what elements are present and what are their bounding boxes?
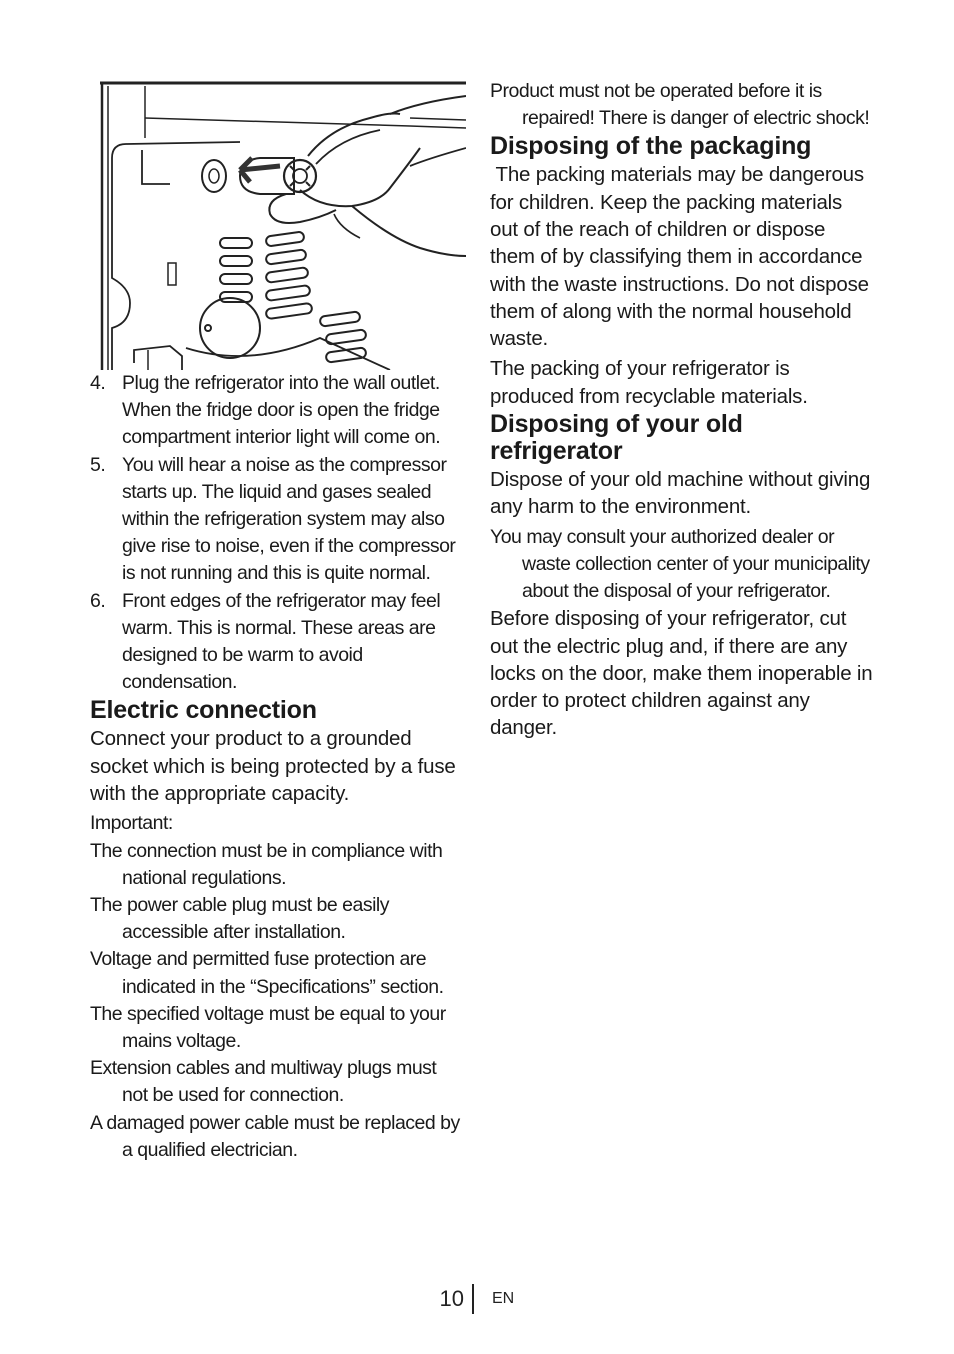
important-label: Important: <box>90 812 173 835</box>
list-item <box>90 588 466 697</box>
packaging-paragraph: The packing materials may be dangerous for children. Keep the packing materials out of the reach of children or dispose them of by classifying them in accordance with the waste instructions. Do not dispose them of along with the normal household waste. <box>490 163 875 351</box>
step-number: 4. <box>90 372 106 394</box>
rule-item: Product must not be operated before it is repaired! There is danger of electric shock! <box>490 80 870 130</box>
list-item <box>90 370 466 452</box>
installation-steps-list <box>90 370 466 696</box>
rule-item: The connection must be in compliance with national regulations. <box>90 839 443 889</box>
page-footer <box>0 1284 954 1314</box>
right-column <box>490 78 875 742</box>
disposing-old-refrigerator-heading: Disposing of your old refrigerator <box>490 410 743 466</box>
electric-connection-heading: Electric connection <box>90 696 317 725</box>
footer-divider <box>472 1284 474 1314</box>
step-text: Plug the refrigerator into the wall outlet. When the fridge door is open the fridge compartment interior light will come on. <box>122 372 441 449</box>
rule-item: Extension cables and multiway plugs must not be used for connection. <box>90 1057 437 1107</box>
step-number: 5. <box>90 453 106 476</box>
old-refrigerator-paragraph: Dispose of your old machine without giving any harm to the environment. <box>490 468 871 519</box>
before-disposing-paragraph: Before disposing of your refrigerator, cut out the electric plug and, if there are any locks on the door, make them inoperable in order to protect children against any danger. <box>490 607 873 740</box>
step-number: 6. <box>90 589 106 612</box>
packaging-recycle-paragraph: The packing of your refrigerator is produced from recyclable materials. <box>490 357 808 408</box>
electric-intro-paragraph: Connect your product to a grounded socket which is being protected by a fuse with the appropriate capacity. <box>90 727 456 806</box>
step-text: Front edges of the refrigerator may feel warm. This is normal. These areas are designed to be warm to avoid condensation. <box>122 589 441 694</box>
rule-item: The specified voltage must be equal to your mains voltage. <box>90 1002 446 1052</box>
left-column <box>90 78 466 1164</box>
language-code: EN <box>492 1290 515 1307</box>
rule-item: Voltage and permitted fuse protection are indicated in the “Specifications” section. <box>90 948 444 998</box>
step-text: You will hear a noise as the compressor starts up. The liquid and gases sealed within the refrigeration system may also give rise to noise, even if the compressor is not running and this is quite normal. <box>122 453 456 585</box>
rule-item: The power cable plug must be easily accessible after installation. <box>90 893 390 944</box>
list-item <box>90 452 466 588</box>
hand-inserting-bulb-illustration <box>90 78 466 370</box>
disposing-packaging-heading: Disposing of the packaging <box>490 132 812 161</box>
consult-dealer-paragraph: You may consult your authorized dealer or waste collection center of your municipality about the disposal of your refrigerator. <box>490 525 870 603</box>
page-number: 10 <box>439 1286 464 1311</box>
illustration-drawing <box>90 78 466 370</box>
rule-item: A damaged power cable must be replaced by a qualified electrician. <box>90 1111 460 1161</box>
